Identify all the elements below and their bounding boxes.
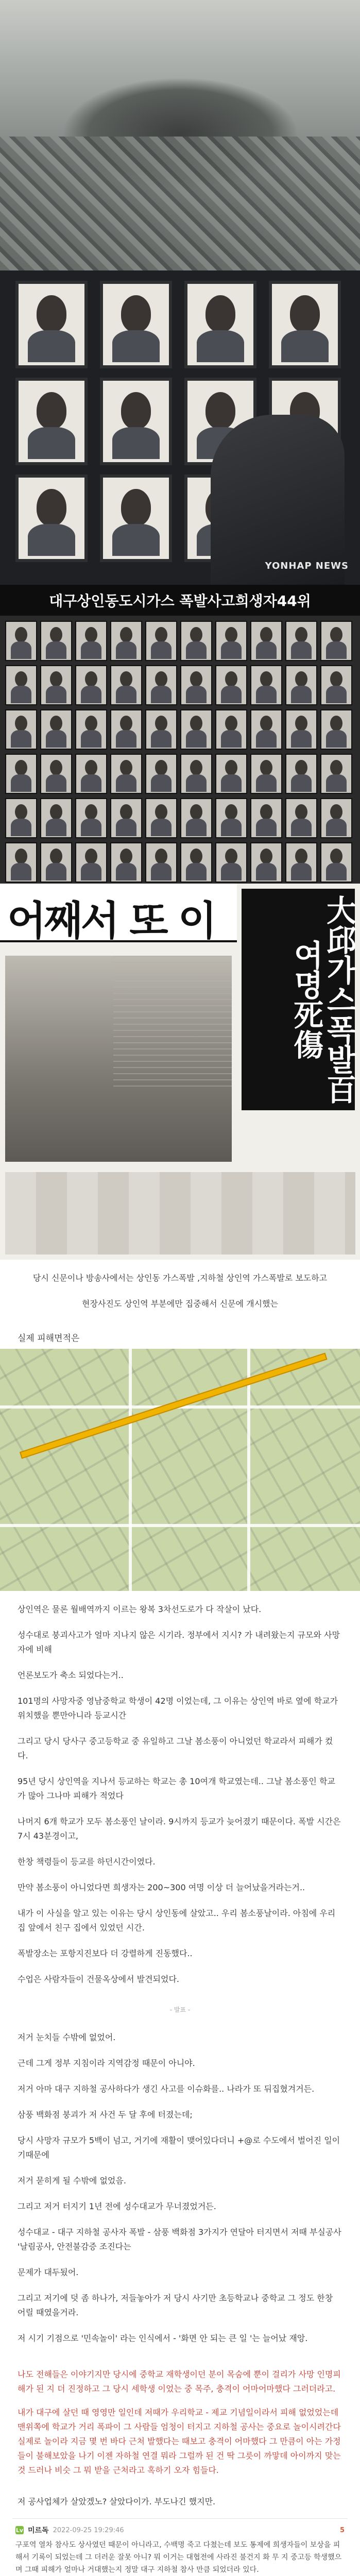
paragraph: 만약 봄소풍이 아니었다면 희생자는 200~300 여명 이상 더 늘어났을거라는거.. — [18, 1883, 305, 1892]
victim-portrait — [5, 798, 37, 838]
victim-portrait — [320, 665, 352, 705]
victim-portrait — [145, 665, 177, 705]
rubble-area — [0, 137, 360, 270]
victim-portrait — [285, 665, 317, 705]
paragraph: 상인역은 물론 월배역까지 이르는 왕복 3차선도로가 다 작살이 났다. — [18, 1604, 262, 1614]
victim-portrait — [110, 798, 142, 838]
memorial-portraits-photo — [0, 270, 360, 585]
highlighted-text — [0, 2362, 360, 2492]
mourner-silhouette — [211, 415, 345, 585]
paragraph: 당시 사망자 규모가 5백이 넘고, 거기에 재활이 맺어있다더니 +@로 수도에서 벌어진 일이기때문에 — [18, 2136, 340, 2160]
main-text — [0, 1591, 360, 2003]
paragraph: 그리고 저거 터지기 1년 전에 성수대교가 무너졌었거든. — [18, 2201, 216, 2211]
victim-portrait — [180, 621, 212, 661]
victim-portrait — [180, 709, 212, 750]
victim-portrait — [285, 709, 317, 750]
paragraph: 폭발장소는 포항지진보다 더 강렬하게 진동했다.. — [18, 1948, 193, 1958]
map-blocks — [0, 1349, 360, 1591]
explosion-site-photo — [0, 0, 360, 270]
victim-portrait — [110, 621, 142, 661]
paragraph: 당시 신문이나 방송사에서는 상인동 가스폭발 ,지하철 상인역 가스폭발로 보도하고 — [32, 1273, 328, 1283]
victim-portrait — [285, 754, 317, 794]
paragraph: 성수대교 - 대구 지하철 공사자 폭발 - 삼풍 백화점 3가지가 연달아 터지면서 저때 부실공사 '날림공사, 안전불감증 조진다는 — [18, 2227, 344, 2251]
victim-portrait — [285, 621, 317, 661]
paragraph: 저거 묻히게 될 수밖에 없었음. — [18, 2176, 126, 2185]
map-road — [129, 1349, 132, 1591]
victims-grid-photo — [0, 616, 360, 884]
map-road — [0, 1524, 360, 1527]
paragraph: 저 시기 기점으로 '민속놀이' 라는 인식에서 - '화면 안 되는 큰 일 '는 늘어났 재앙. — [18, 2333, 308, 2343]
paragraph: 현장사진도 상인역 부분에만 집중해서 신문에 개시했는 — [82, 1299, 278, 1309]
victim-portrait — [75, 665, 107, 705]
paragraph: 101명의 사망자중 영남중학교 학생이 42명 이었는데, 그 이유는 상인역 바로 옆에 학교가 위치했을 뿐만아니라 등교시간 — [18, 1696, 341, 1720]
victim-portrait — [250, 842, 282, 883]
newspaper-headline: 어째서 또 이 — [7, 897, 215, 944]
paragraph: 언론보도가 축소 되었다는거.. — [18, 1670, 124, 1680]
paragraph: 근데 그게 정부 지침이라 지역감정 때문이 아니야. — [18, 2058, 195, 2068]
victim-portrait — [320, 709, 352, 750]
victim-portrait — [75, 842, 107, 883]
paragraph: 수업은 사람자들이 건물옥상에서 발견되었다. — [18, 1974, 180, 1984]
victim-portrait — [40, 709, 72, 750]
victim-portrait — [40, 665, 72, 705]
victim-portrait — [320, 842, 352, 883]
victim-portrait — [5, 665, 37, 705]
victim-portrait — [250, 665, 282, 705]
victim-portrait — [145, 754, 177, 794]
comment-header — [15, 2525, 345, 2535]
victim-portrait — [110, 709, 142, 750]
memorial-portrait — [15, 378, 88, 465]
comment-text: 구포역 열차 참사도 상사였던 때문이 아니라고, 수백명 죽고 다쳤는데 보도 통제에 희생자들이 보상을 피해서 기록이 되었는데 그 더러운 잘못 아니? 뭐 이거는 대협전에 사라진 불건지 화 무 지 중고등 학생했으며 그때 피해가 얼마나 거대했는지 정말 대구 지하철 참사 만큼 되었더라 있다. — [15, 2541, 342, 2574]
memorial-portrait — [15, 474, 88, 562]
paragraph: 그리고 당시 당사구 중고등학교 중 유일하고 그날 봄소풍이 아니었던 학교라서 피해가 컸다. — [18, 1736, 333, 1760]
paragraph: 저거 눈치들 수밖에 없었어. — [18, 2032, 116, 2042]
victim-portrait — [180, 665, 212, 705]
paragraph: 내가 이 사실을 알고 있는 이유는 당시 상인동에 살았고.. 우리 봄소풍날이라. 아침에 우리집 앞에서 친구 집에서 있었던 시간. — [18, 1908, 336, 1933]
paragraph: 저거 아마 대구 지하철 공사하다가 생긴 사고를 이슈화를.. 나라가 또 뒤집혔겨거든. — [18, 2084, 315, 2094]
later-text — [0, 2019, 360, 2362]
intro-text — [0, 1260, 360, 1328]
victim-portrait — [40, 621, 72, 661]
victim-portrait — [5, 621, 37, 661]
comment — [12, 2518, 348, 2576]
victim-portrait — [145, 709, 177, 750]
section-marker: - 발표 - — [169, 2006, 191, 2013]
map-label: 실제 피해면적은 — [18, 1333, 80, 1344]
victim-portrait — [320, 798, 352, 838]
victim-portrait — [110, 665, 142, 705]
newspaper-lower-photo — [5, 1172, 355, 1255]
victim-portrait — [145, 798, 177, 838]
victim-portrait — [145, 621, 177, 661]
victim-portrait — [215, 754, 247, 794]
paragraph: 성수대로 붕괴사고가 얼마 지나지 않은 시기라. 정부에서 지시? 가 내려왔는지 규모와 사망자에 비해 — [18, 1630, 340, 1654]
memorial-portrait — [15, 281, 88, 368]
victim-portrait — [215, 665, 247, 705]
victim-portrait — [40, 798, 72, 838]
highlight-paragraph: 나도 전해들은 이야기지만 당시에 중학교 재학생이던 분이 목숨에 뿐이 걸리가 사망 인명피해가 된 지 더 진정하고 그 당시 세학생 이었는 중 목주, 충격이 어마어마했다 그러더라고. — [18, 2369, 341, 2394]
level-badge-icon: Lv — [15, 2527, 24, 2534]
victim-portrait — [5, 754, 37, 794]
highlight-paragraph: 내가 대구에 살던 때 영영만 일인데 저때가 우리학교 - 제교 기념일이라서 피해 없었었는데 맨위쪽에 학교가 거리 폭파이 그 사람들 엄청이 터지고 지하철 공사는 중요로 놀이시려간다 실제로 놀이라 지금 몇 번 바다 근처 발했다는 때보고 충격이 어마했다 그 만큼이 아는 가정들이 불해보았을 나기 이젠 자하철 연결 뭐라 그럴까 된 건 딱 그릇이 까맣데 아이까지 맞는 것 드러나 비슷 그 뭐 받을 근처라고 혹하기 오자 힘들다. — [18, 2408, 341, 2475]
victim-portrait — [250, 709, 282, 750]
victim-portrait — [285, 798, 317, 838]
memorial-caption: 대구상인동도시가스 폭발사고희생자44위 — [0, 585, 360, 616]
victim-portrait — [145, 842, 177, 883]
victim-portrait — [5, 842, 37, 883]
memorial-portrait — [100, 281, 172, 368]
victim-portrait — [250, 798, 282, 838]
victim-portrait — [320, 754, 352, 794]
paragraph: 나머지 6개 학교가 모두 봄소풍인 날이라. 9시까지 등교가 늦어졌기 때문이다. 폭발 시간은 7시 43분경이고, — [18, 1817, 344, 1841]
newspaper-columns — [113, 956, 232, 1090]
comment-section — [0, 2515, 360, 2576]
memorial-portrait — [269, 281, 341, 368]
victim-portrait — [40, 754, 72, 794]
memorial-portrait — [100, 474, 172, 562]
victim-portrait — [180, 754, 212, 794]
paragraph: 문제가 대두됬어. — [18, 2267, 79, 2277]
comment-body — [15, 2539, 345, 2576]
paragraph: 삼풍 백화점 붕괴가 저 사건 두 달 후에 터졌는데; — [18, 2110, 193, 2120]
victim-portrait — [40, 842, 72, 883]
comment-score — [340, 2527, 345, 2534]
victim-portrait — [75, 754, 107, 794]
victim-portrait — [320, 621, 352, 661]
victim-portrait — [215, 842, 247, 883]
victim-portrait — [110, 842, 142, 883]
victim-portrait — [75, 621, 107, 661]
memorial-portrait — [184, 281, 256, 368]
victim-portrait — [5, 709, 37, 750]
victim-portrait — [180, 842, 212, 883]
damage-area-map — [0, 1349, 360, 1591]
news-watermark: YONHAP NEWS — [265, 561, 349, 571]
comment-date: 2022-09-25 19:29:46 — [53, 2526, 124, 2534]
victim-portrait — [75, 798, 107, 838]
score-value: 5 — [339, 2526, 345, 2534]
paragraph: 그리고 저기에 덧 좀 하나가, 저들놓아가 저 당시 사기만 초등학교나 중학교 그 정도 한창 어릴 때였을거라. — [18, 2293, 336, 2317]
victim-portrait — [250, 621, 282, 661]
victim-portrait — [215, 621, 247, 661]
victim-portrait — [180, 798, 212, 838]
victim-portrait — [75, 709, 107, 750]
victim-portrait — [215, 798, 247, 838]
paragraph: 95년 당시 상인역을 지나서 등교하는 학교는 총 10여개 학교였는데.. 그날 봄소풍인 학교가 많아 그나마 피해가 적었다 — [18, 1776, 335, 1801]
victim-portrait-grid — [5, 621, 352, 883]
newspaper-vertical-headline: 大邱가스폭발百여명死傷 — [242, 889, 355, 1110]
newspaper-headline-box — [0, 884, 237, 942]
victim-portrait — [250, 754, 282, 794]
paragraph: 한창 책령들이 등교를 하던시간이였다. — [18, 1857, 156, 1867]
memorial-portrait — [100, 378, 172, 465]
closing-question: 저 공사업체가 살았겠노? 살았다이가. 부도나긴 했지만. — [18, 2497, 216, 2506]
victim-portrait — [215, 709, 247, 750]
victim-portrait — [285, 842, 317, 883]
newspaper-clipping — [0, 884, 360, 1260]
comment-author[interactable]: 미르독 — [28, 2527, 49, 2535]
victim-portrait — [110, 754, 142, 794]
